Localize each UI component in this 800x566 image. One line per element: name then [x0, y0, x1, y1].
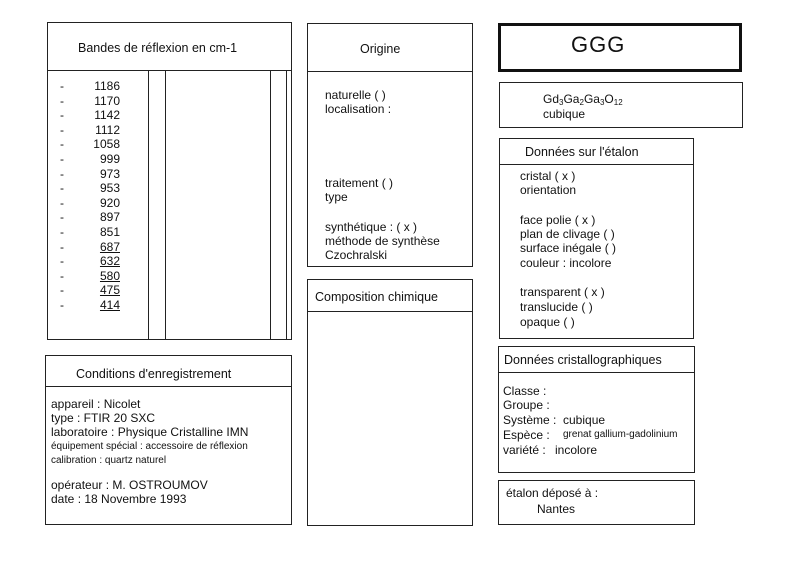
etalon-cristal: cristal ( x ) [520, 169, 576, 183]
conditions-type: type : FTIR 20 SXC [51, 411, 156, 425]
band-value: 687 [99, 239, 120, 254]
cristallo-classe: Classe : [503, 384, 547, 398]
band-dash: - [60, 108, 64, 123]
band-value: 851 [99, 225, 120, 239]
band-dash: - [60, 268, 64, 283]
band-row [60, 167, 160, 182]
conditions-laboratoire: laboratoire : Physique Cristalline IMN [51, 425, 249, 439]
etalon-surface: surface inégale ( ) [520, 241, 617, 255]
band-dash: - [60, 181, 64, 196]
band-dash: - [60, 254, 64, 269]
cristallo-header [499, 347, 694, 373]
band-value: 632 [99, 254, 120, 269]
cristallo-groupe: Groupe : [503, 398, 550, 412]
composition-header [308, 280, 472, 312]
band-dash: - [60, 239, 64, 254]
conditions-operateur: opérateur : M. OSTROUMOV [51, 478, 208, 492]
band-value: 1058 [93, 137, 120, 152]
band-dash: - [60, 225, 64, 239]
band-row [60, 210, 160, 225]
origine-synthetique: synthétique : ( x ) [325, 220, 418, 234]
etalon-transparent: transparent ( x ) [520, 285, 605, 299]
band-row [60, 152, 160, 167]
origine-header [308, 24, 472, 72]
band-dash: - [60, 93, 64, 108]
bands-column-divider-2 [165, 71, 166, 339]
cristallo-espece-label: Espèce : [503, 428, 550, 442]
composition-panel [307, 279, 473, 526]
band-row [60, 225, 160, 240]
band-dash: - [60, 79, 64, 93]
formula-box [499, 82, 743, 128]
cristallo-espece-value: grenat gallium-gadolinium [563, 429, 678, 440]
band-row [60, 137, 160, 152]
origine-localisation: localisation : [325, 102, 392, 116]
band-row [60, 108, 160, 123]
composition-title: Composition chimique [315, 290, 438, 304]
band-dash: - [60, 283, 64, 298]
etalon-opaque: opaque ( ) [520, 315, 575, 329]
etalon-panel [499, 138, 694, 339]
band-value: 1142 [94, 108, 120, 123]
band-row [60, 79, 160, 94]
cristallo-panel [498, 346, 695, 473]
bands-column-divider-4 [286, 71, 287, 339]
conditions-date: date : 18 Novembre 1993 [51, 492, 187, 506]
etalon-orientation: orientation [520, 183, 577, 197]
cristallo-variete-label: variété : [503, 443, 546, 457]
etalon-couleur: couleur : incolore [520, 256, 612, 270]
origine-methode: méthode de synthèse [325, 234, 440, 248]
band-row [60, 181, 160, 196]
band-dash: - [60, 137, 64, 152]
conditions-panel [45, 355, 292, 525]
conditions-calibration: calibration : quartz naturel [51, 455, 167, 466]
band-dash: - [60, 166, 64, 181]
etalon-plan-clivage: plan de clivage ( ) [520, 227, 615, 241]
band-row [60, 196, 160, 211]
band-value: 920 [99, 195, 120, 210]
band-row [60, 283, 160, 298]
band-value: 1170 [94, 93, 120, 108]
band-dash: - [60, 122, 64, 137]
cristallo-systeme-label: Système : [503, 413, 557, 427]
origine-czochralski: Czochralski [325, 248, 388, 262]
mineral-name: GGG [571, 32, 626, 57]
bands-column-divider-3 [270, 71, 271, 339]
etalon-header [500, 139, 693, 165]
bands-header [48, 23, 291, 71]
cristallo-systeme-value: cubique [563, 413, 606, 427]
band-value: 1112 [95, 122, 120, 137]
band-row [60, 123, 160, 138]
band-value: 973 [99, 166, 120, 181]
depot-panel [498, 480, 695, 525]
band-value: 897 [99, 210, 120, 225]
etalon-face-polie: face polie ( x ) [520, 213, 596, 227]
band-row [60, 269, 160, 284]
conditions-equipement: équipement spécial : accessoire de réflexion [51, 441, 248, 452]
origine-title: Origine [360, 42, 401, 56]
cristallo-title: Données cristallographiques [504, 353, 662, 367]
band-row [60, 94, 160, 109]
band-dash: - [60, 195, 64, 210]
band-row [60, 240, 160, 255]
band-row [60, 298, 160, 313]
band-value: 953 [99, 181, 120, 196]
origine-type: type [325, 190, 348, 204]
cristallo-variete-value: incolore [555, 443, 598, 457]
depot-label: étalon déposé à : [506, 486, 599, 500]
band-value: 999 [99, 152, 120, 166]
bands-title: Bandes de réflexion en cm-1 [78, 41, 238, 55]
origine-traitement: traitement ( ) [325, 176, 394, 190]
mineral-formula: $Gd_3Ga_2Ga_3O_{12}$ [543, 92, 623, 107]
etalon-title: Données sur l'étalon [525, 145, 639, 159]
conditions-appareil: appareil : Nicolet [51, 397, 141, 411]
band-row [60, 254, 160, 269]
conditions-title: Conditions d'enregistrement [76, 367, 232, 381]
band-dash: - [60, 152, 64, 166]
band-value: 1186 [94, 79, 120, 93]
etalon-translucide: translucide ( ) [520, 300, 593, 314]
mineral-system: cubique [543, 107, 586, 121]
mineral-name-box [498, 23, 742, 72]
conditions-header [46, 356, 291, 387]
band-value: 414 [99, 298, 120, 312]
band-dash: - [60, 298, 64, 312]
depot-place: Nantes [537, 502, 576, 516]
origine-naturelle: naturelle ( ) [325, 88, 386, 102]
band-value: 475 [99, 283, 120, 298]
origine-panel [307, 23, 473, 267]
bands-panel [47, 22, 292, 340]
band-value: 580 [99, 268, 120, 283]
band-dash: - [60, 210, 64, 225]
